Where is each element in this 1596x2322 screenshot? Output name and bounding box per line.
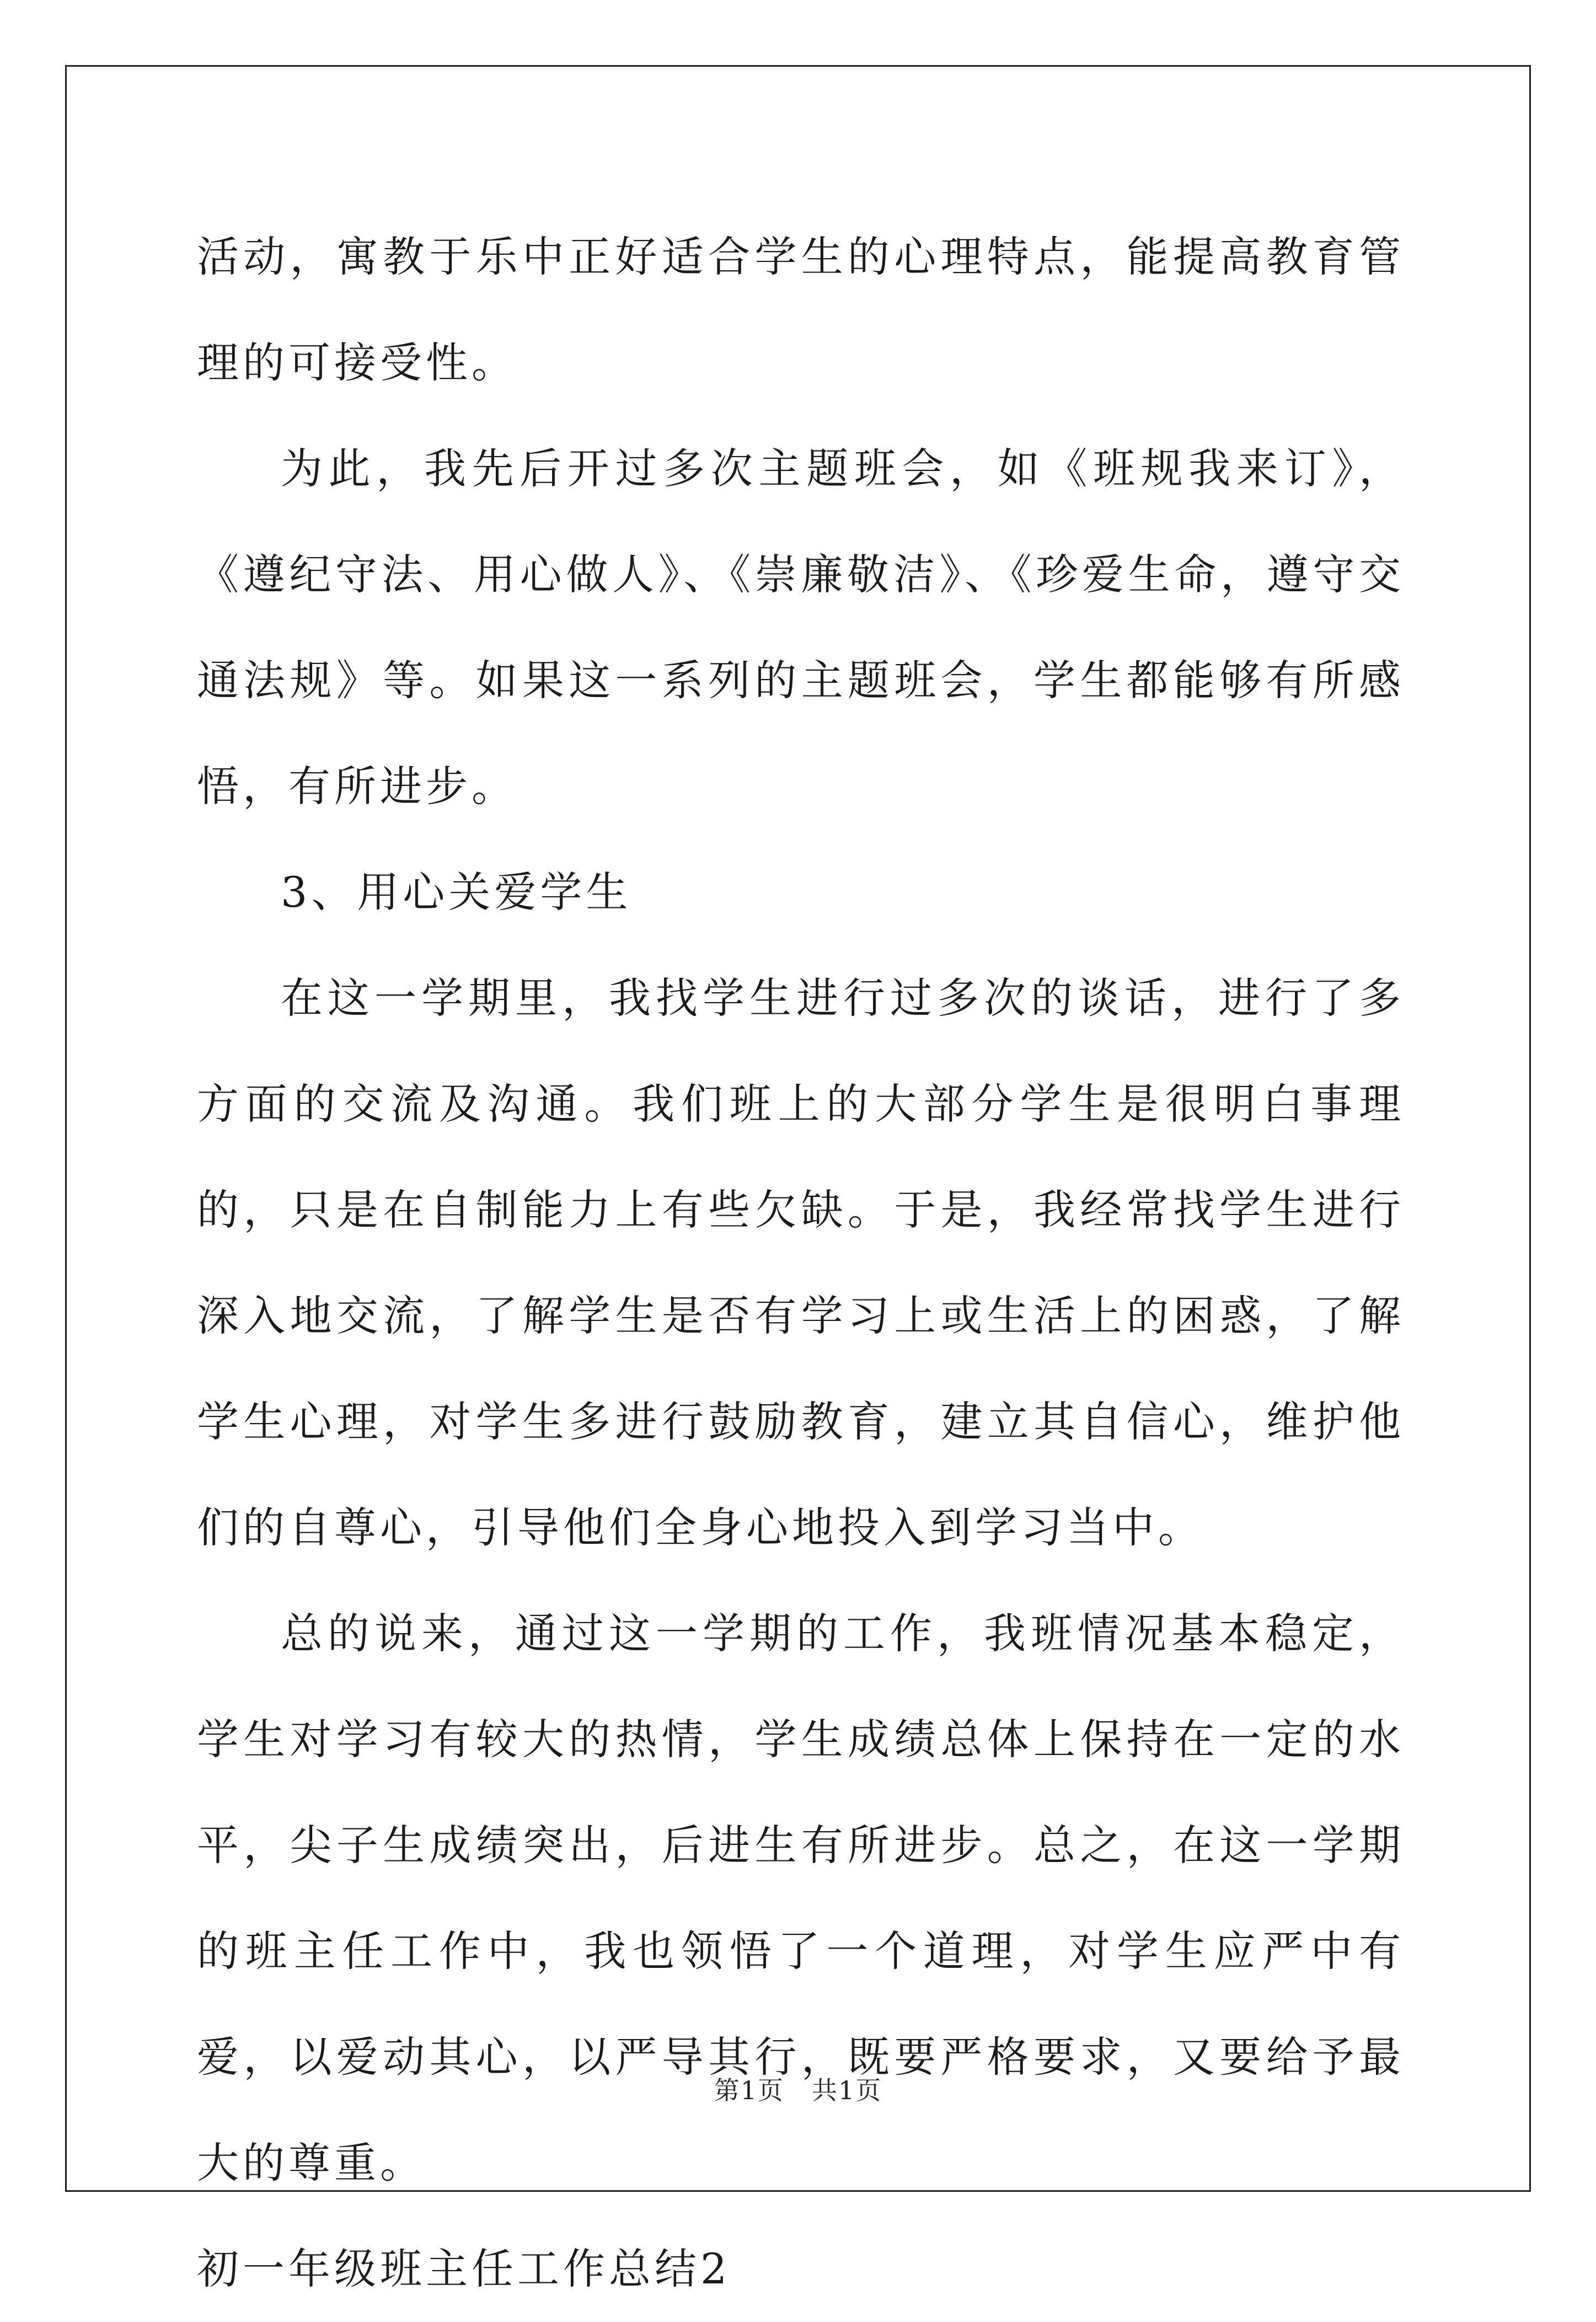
paragraph-continuation: 活动，寓教于乐中正好适合学生的心理特点，能提高教育管理的可接受性。	[197, 232, 1405, 387]
subheading-care-students: 3、用心关爱学生	[281, 868, 632, 917]
page-number: 第1页	[714, 2075, 784, 2105]
paragraph-summary: 总的说来，通过这一学期的工作，我班情况基本稳定，学生对学习有较大的热情，学生成绩总体上保持在一定的水平，尖子生成绩突出，后进生有所进步。总之，在这一学期的班主任工作中，我也领悟了一个道理，对学生应严中有爱，以爱动其心，以严导其行，既要严格要求，又要给予最大的尊重。	[197, 1609, 1405, 2187]
paragraph-theme-meetings: 为此，我先后开过多次主题班会，如《班规我来订》，《遵纪守法、用心做人》、《崇廉敬洁》、《珍爱生命，遵守交通法规》等。如果这一系列的主题班会，学生都能够有所感悟，有所进步。	[197, 444, 1405, 811]
paragraph-communication: 在这一学期里，我找学生进行过多次的谈话，进行了多方面的交流及沟通。我们班上的大部分学生是很明白事理的，只是在自制能力上有些欠缺。于是，我经常找学生进行深入地交流，了解学生是否有学习上或生活上的困惑，了解学生心理，对学生多进行鼓励教育，建立其自信心，维护他们的自尊心，引导他们全身心地投入到学习当中。	[197, 973, 1405, 1552]
page-footer	[0, 2070, 1596, 2107]
total-pages: 共1页	[812, 2075, 882, 2105]
document-body	[197, 204, 1405, 2322]
section-title: 初一年级班主任工作总结2	[197, 2244, 731, 2293]
